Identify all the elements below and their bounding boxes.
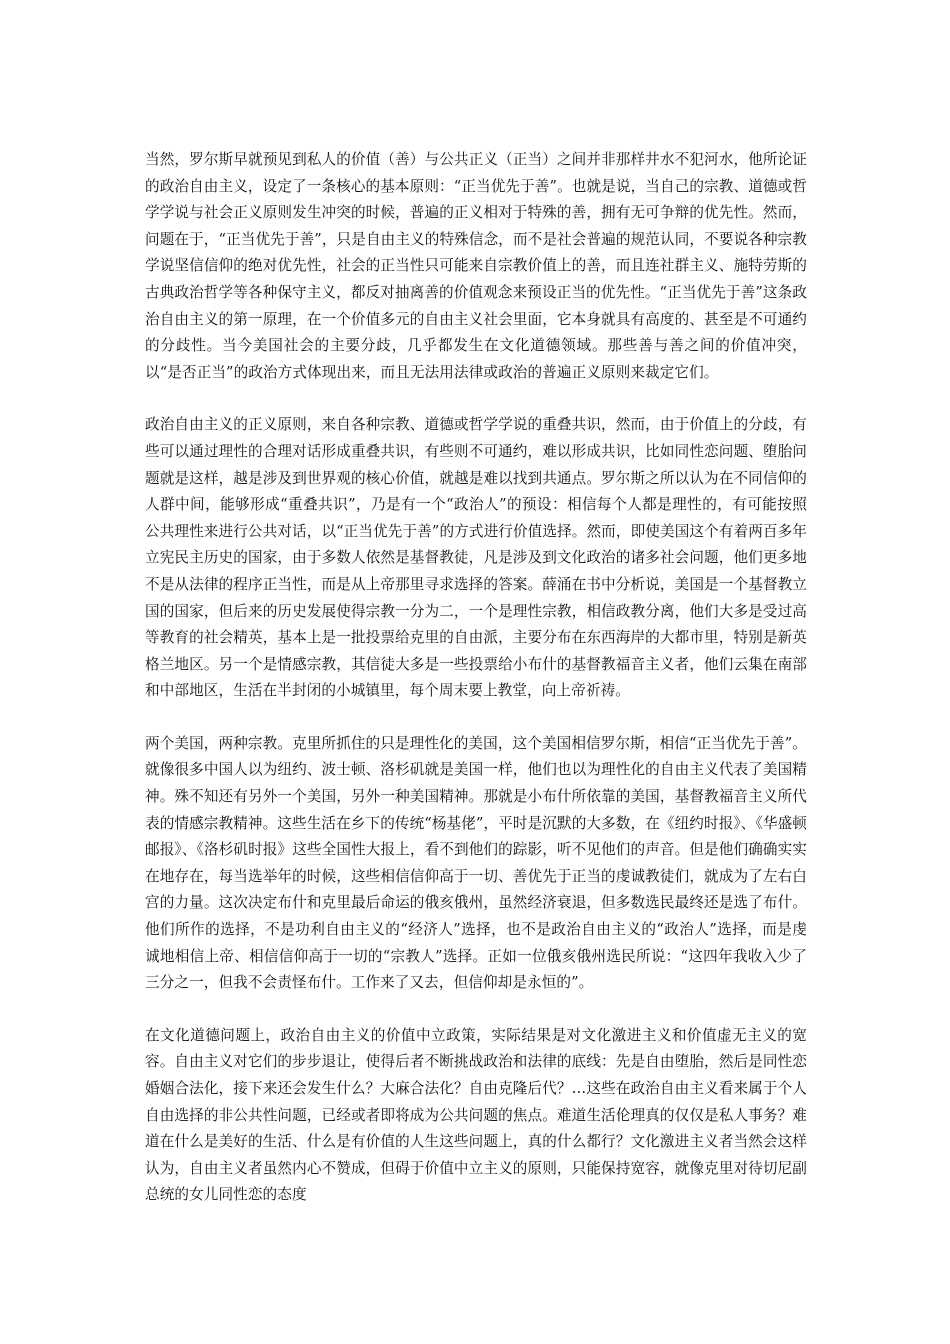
paragraph-1: 当然，罗尔斯早就预见到私人的价值（善）与公共正义（正当）之间并非那样井水不犯河水，他所论证的政治自由主义，设定了一条核心的基本原则：“正当优先于善”。也就是说，当自己的宗教、道德或哲学学说与社会正义原则发生冲突的时候，普遍的正义相对于特殊的善，拥有无可争辩的优先性。然而，问题在于，“正当优先于善”，只是自由主义的特殊信念，而不是社会普遍的规范认同，不要说各种宗教学说坚信信仰的绝对优先性，社会的正当性只可能来自宗教价值上的善，而且连社群主义、施特劳斯的古典政治哲学等各种保守主义，都反对抽离善的价值观念来预设正当的优先性。“正当优先于善”这条政治自由主义的第一原理，在一个价值多元的自由主义社会里面，它本身就具有高度的、甚至是不可通约的分歧性。当今美国社会的主要分歧，几乎都发生在文化道德领域。那些善与善之间的价值冲突，以“是否正当”的政治方式体现出来，而且无法用法律或政治的普遍正义原则来裁定它们。 bbox=[145, 151, 807, 381]
paragraph-4: 在文化道德问题上，政治自由主义的价值中立政策，实际结果是对文化激进主义和价值虚无主义的宽容。自由主义对它们的步步退让，使得后者不断挑战政治和法律的底线：先是自由堕胎，然后是同性恋婚姻合法化，接下来还会发生什么？大麻合法化？自由克隆后代？…这些在政治自由主义看来属于个人自由选择的非公共性问题，已经或者即将成为公共问题的焦点。难道生活伦理真的仅仅是私人事务？难道在什么是美好的生活、什么是有价值的人生这些问题上，真的什么都行？文化激进主义者当然会这样认为，自由主义者虽然内心不赞成，但碍于价值中立主义的原则，只能保持宽容，就像克里对待切尼副总统的女儿同性恋的态度 bbox=[145, 1026, 807, 1204]
paragraph-2: 政治自由主义的正义原则，来自各种宗教、道德或哲学学说的重叠共识，然而，由于价值上的分歧，有些可以通过理性的合理对话形成重叠共识，有些则不可通约，难以形成共识，比如同性恋问题、堕胎问题就是这样，越是涉及到世界观的核心价值，就越是难以找到共通点。罗尔斯之所以认为在不同信仰的人群中间，能够形成“重叠共识”，乃是有一个“政治人”的预设：相信每个人都是理性的，有可能按照公共理性来进行公共对话，以“正当优先于善”的方式进行价值选择。然而，即使美国这个有着两百多年立宪民主历史的国家，由于多数人依然是基督教徒，凡是涉及到文化政治的诸多社会问题，他们更多地不是从法律的程序正当性，而是从上帝那里寻求选择的答案。薛涌在书中分析说，美国是一个基督教立国的国家，但后来的历史发展使得宗教一分为二，一个是理性宗教，相信政教分离，他们大多是受过高等教育的社会精英，基本上是一批投票给克里的自由派，主要分布在东西海岸的大都市里，特别是新英格兰地区。另一个是情感宗教，其信徒大多是一些投票给小布什的基督教福音主义者，他们云集在南部和中部地区，生活在半封闭的小城镇里，每个周末要上教堂，向上帝祈祷。 bbox=[145, 416, 807, 700]
paragraph-3: 两个美国，两种宗教。克里所抓住的只是理性化的美国，这个美国相信罗尔斯，相信“正当优先于善”。就像很多中国人以为纽约、波士顿、洛杉矶就是美国一样，他们也以为理性化的自由主义代表了美国精神。殊不知还有另外一个美国，另外一种美国精神。那就是小布什所依靠的美国，基督教福音主义所代表的情感宗教精神。这些生活在乡下的传统“杨基佬”，平时是沉默的大多数，在《纽约时报》、《华盛顿邮报》、《洛杉矶时报》这些全国性大报上，看不到他们的踪影，听不见他们的声音。但是他们确确实实在地存在，每当选举年的时候，这些相信信仰高于一切、善优先于正当的虔诚教徒们，就成为了左右白宫的力量。这次决定布什和克里最后命运的俄亥俄州，虽然经济衰退，但多数选民最终还是选了布什。他们所作的选择，不是功利自由主义的“经济人”选择，也不是政治自由主义的“政治人”选择，而是虔诚地相信上帝、相信信仰高于一切的“宗教人”选择。正如一位俄亥俄州选民所说：“这四年我收入少了三分之一，但我不会责怪布什。工作来了又去，但信仰却是永恒的”。 bbox=[145, 734, 807, 992]
document-page bbox=[145, 147, 807, 1235]
